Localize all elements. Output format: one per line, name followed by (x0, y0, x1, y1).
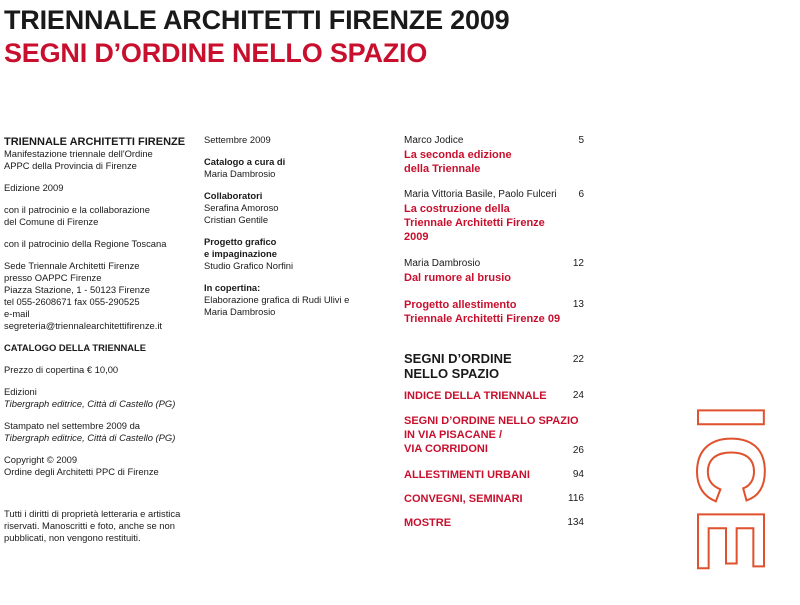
colophon-column (4, 136, 189, 544)
toc-author: Maria Vittoria Basile, Paolo Fulceri (404, 189, 557, 200)
colophon-line: APPC della Provincia di Firenze (4, 160, 137, 171)
patronage-text: del Comune di Firenze (4, 216, 99, 227)
toc-author: Maria Dambrosio (404, 258, 481, 269)
collaborators-heading: Collaboratori (204, 190, 263, 201)
page-title (4, 4, 509, 70)
toc-title: La seconda edizione (404, 149, 512, 161)
edition-text: Edizione 2009 (4, 182, 64, 193)
toc-title: 2009 (404, 231, 429, 243)
toc-page-number: 134 (567, 517, 584, 528)
date-text: Settembre 2009 (204, 134, 271, 145)
toc-title: ALLESTIMENTI URBANI (404, 469, 530, 481)
toc-title: Progetto allestimento (404, 299, 517, 311)
toc-section[interactable] (404, 351, 584, 381)
toc-page-number: 13 (572, 299, 584, 310)
publisher-value: Tibergraph editrice, Città di Castello (PG) (4, 398, 176, 409)
rights-text: pubblicati, non vengono restituiti. (4, 532, 141, 543)
toc-title: INDICE DELLA TRIENNALE (404, 390, 547, 402)
printer-value: Tibergraph editrice, Città di Castello (PG) (4, 432, 176, 443)
design-heading: Progetto grafico (204, 236, 277, 247)
price-text: Prezzo di copertina € 10,00 (4, 364, 119, 375)
rights-text: riservati. Manoscritti e foto, anche se non (4, 520, 175, 531)
address-line: Piazza Stazione, 1 - 50123 Firenze (4, 284, 150, 295)
curator-heading: Catalogo a cura di (204, 156, 286, 167)
toc-entry[interactable] (404, 188, 584, 244)
decorative-text-svg (677, 404, 800, 600)
colophon-heading: TRIENNALE ARCHITETTI FIRENZE (4, 136, 186, 148)
patronage-text: con il patrocinio della Regione Toscana (4, 238, 167, 249)
collaborator-name: Cristian Gentile (204, 214, 269, 225)
publisher-label: Edizioni (4, 386, 37, 397)
title-line-1: TRIENNALE ARCHITETTI FIRENZE 2009 (4, 5, 510, 35)
cover-credit: Elaborazione grafica di Rudi Ulivi e (204, 294, 350, 305)
toc-author: Marco Jodice (404, 135, 464, 146)
toc-title: Triennale Architetti Firenze (404, 217, 545, 229)
phone-line: tel 055-2608671 fax 055-290525 (4, 296, 140, 307)
toc-page-number: 5 (578, 135, 584, 146)
toc-title: IN VIA PISACANE / (404, 429, 502, 441)
credits-column (204, 134, 384, 318)
address-line: presso OAPPC Firenze (4, 272, 102, 283)
toc-page-number: 22 (572, 354, 584, 365)
rights-text: Tutti i diritti di proprietà letteraria e artistica (4, 508, 181, 519)
decorative-letters: ICE (677, 404, 784, 577)
toc-entry[interactable] (404, 516, 584, 530)
toc-entry[interactable] (404, 134, 584, 176)
printed-label: Stampato nel settembre 2009 da (4, 420, 141, 431)
toc-title: VIA CORRIDONI (404, 443, 488, 455)
email-address: segreteria@triennalearchitettifirenze.it (4, 320, 163, 331)
toc-page-number: 26 (572, 445, 584, 456)
toc-section-title: NELLO SPAZIO (404, 366, 500, 381)
toc-title: SEGNI D’ORDINE NELLO SPAZIO (404, 415, 579, 427)
toc-entry[interactable] (404, 492, 584, 506)
decorative-vertical-text (677, 404, 800, 600)
toc-page-number: 12 (572, 258, 584, 269)
toc-page-number: 24 (572, 390, 584, 401)
toc-title: della Triennale (404, 163, 481, 175)
design-studio: Studio Grafico Norfini (204, 260, 294, 271)
toc-title: Triennale Architetti Firenze 09 (404, 313, 561, 325)
patronage-text: con il patrocinio e la collaborazione (4, 204, 150, 215)
catalog-heading: CATALOGO DELLA TRIENNALE (4, 342, 147, 353)
toc-entry[interactable] (404, 414, 584, 456)
toc-entry[interactable] (404, 468, 584, 482)
colophon-line: Manifestazione triennale dell'Ordine (4, 148, 153, 159)
toc-page-number: 94 (572, 469, 584, 480)
title-line-2: SEGNI D’ORDINE NELLO SPAZIO (4, 38, 428, 68)
collaborator-name: Serafina Amoroso (204, 202, 279, 213)
toc-title: La costruzione della (404, 203, 510, 215)
toc-entry[interactable] (404, 389, 584, 403)
curator-name: Maria Dambrosio (204, 168, 276, 179)
toc-title: MOSTRE (404, 517, 452, 529)
toc-entry[interactable] (404, 298, 584, 326)
email-label: e-mail (4, 308, 30, 319)
design-heading: e impaginazione (204, 248, 277, 259)
toc-page-number: 116 (568, 493, 584, 504)
copyright-owner: Ordine degli Architetti PPC di Firenze (4, 466, 159, 477)
toc-title: CONVEGNI, SEMINARI (404, 493, 523, 505)
toc-page-number: 6 (578, 189, 584, 200)
toc-entry[interactable] (404, 257, 584, 285)
cover-credit: Maria Dambrosio (204, 306, 276, 317)
toc-section-title: SEGNI D’ORDINE (404, 351, 512, 366)
toc-title: Dal rumore al brusio (404, 272, 511, 284)
cover-heading: In copertina: (204, 282, 261, 293)
address-line: Sede Triennale Architetti Firenze (4, 260, 140, 271)
copyright-text: Copyright © 2009 (4, 454, 78, 465)
